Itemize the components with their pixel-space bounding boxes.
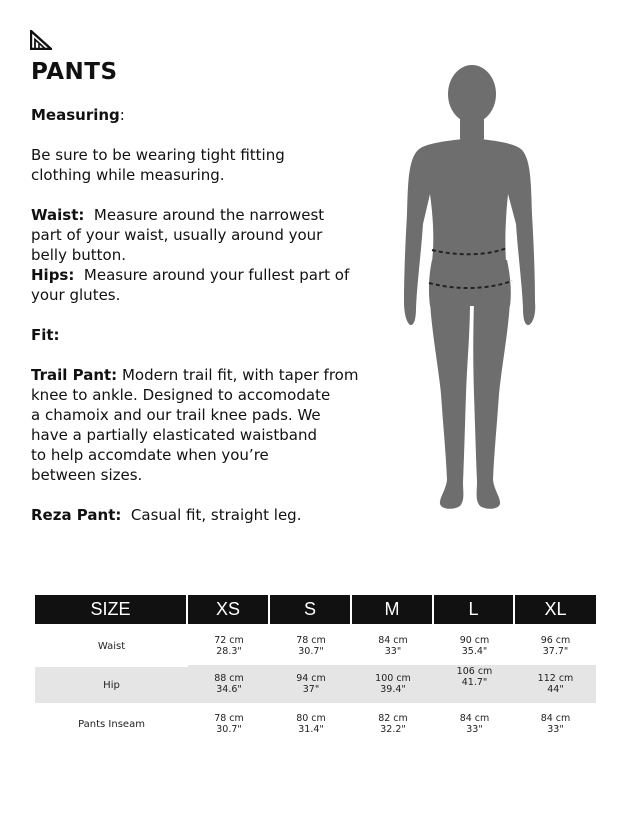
header-size: SIZE — [35, 595, 188, 624]
table-cell: 94 cm 37" — [296, 673, 326, 695]
header-l: L — [434, 595, 515, 624]
measuring-heading: Measuring: — [31, 106, 125, 124]
table-cell: 72 cm 28.3" — [214, 635, 244, 657]
header-xs: XS — [188, 595, 270, 624]
table-cell: 84 cm 33" — [459, 713, 490, 735]
size-chart-table — [35, 595, 596, 745]
table-row-hip — [35, 665, 596, 703]
table-cell: 100 cm 39.4" — [375, 673, 411, 695]
row-label: Waist — [97, 640, 126, 652]
table-cell: 84 cm 33" — [378, 635, 408, 657]
figure-left-leg — [430, 302, 470, 509]
table-cell: 80 cm 31.4" — [296, 713, 326, 735]
table-cell: 112 cm 44" — [537, 673, 574, 695]
figure-hips — [429, 260, 511, 306]
table-cell: 88 cm 34.6" — [214, 673, 244, 695]
table-row-waist — [35, 627, 596, 665]
table-row-pants-inseam — [35, 703, 596, 745]
header-m: M — [352, 595, 434, 624]
header-xl: XL — [515, 595, 596, 624]
table-cell: 84 cm 33" — [540, 713, 571, 735]
triangle-logo-icon — [30, 30, 52, 50]
table-cell: 90 cm 35.4" — [459, 635, 490, 657]
table-cell: 106 cm 41.7" — [456, 666, 493, 688]
page-title: PANTS — [31, 59, 118, 85]
table-cell: 82 cm 32.2" — [378, 713, 408, 735]
row-label: Pants Inseam — [78, 718, 145, 730]
table-cell: 96 cm 37.7" — [540, 635, 571, 657]
fit-heading: Fit: — [31, 326, 60, 344]
hips-instructions: Hips: Measure around your fullest part of your glutes. — [31, 266, 350, 304]
table-cell: 78 cm 30.7" — [296, 635, 326, 657]
figure-head — [448, 65, 496, 123]
table-cell: 78 cm 30.7" — [214, 713, 244, 735]
measuring-intro: Be sure to be wearing tight fitting clothing while measuring. — [31, 146, 285, 184]
header-s: S — [270, 595, 352, 624]
row-label: Hip — [35, 665, 188, 703]
waist-instructions: Waist: Measure around the narrowest part of your waist, usually around your belly button. — [31, 206, 325, 264]
size-table-header — [35, 595, 596, 624]
figure-right-leg — [473, 302, 510, 509]
body-silhouette-figure — [396, 64, 546, 514]
reza-pant-description: Reza Pant: Casual fit, straight leg. — [31, 506, 302, 524]
trail-pant-description: Trail Pant: Modern trail fit, with taper from knee to ankle. Designed to accomodate a chamoix and our trail knee pads. We have a partially elasticated waistband to help accomdate when you’re between sizes. — [31, 366, 359, 484]
